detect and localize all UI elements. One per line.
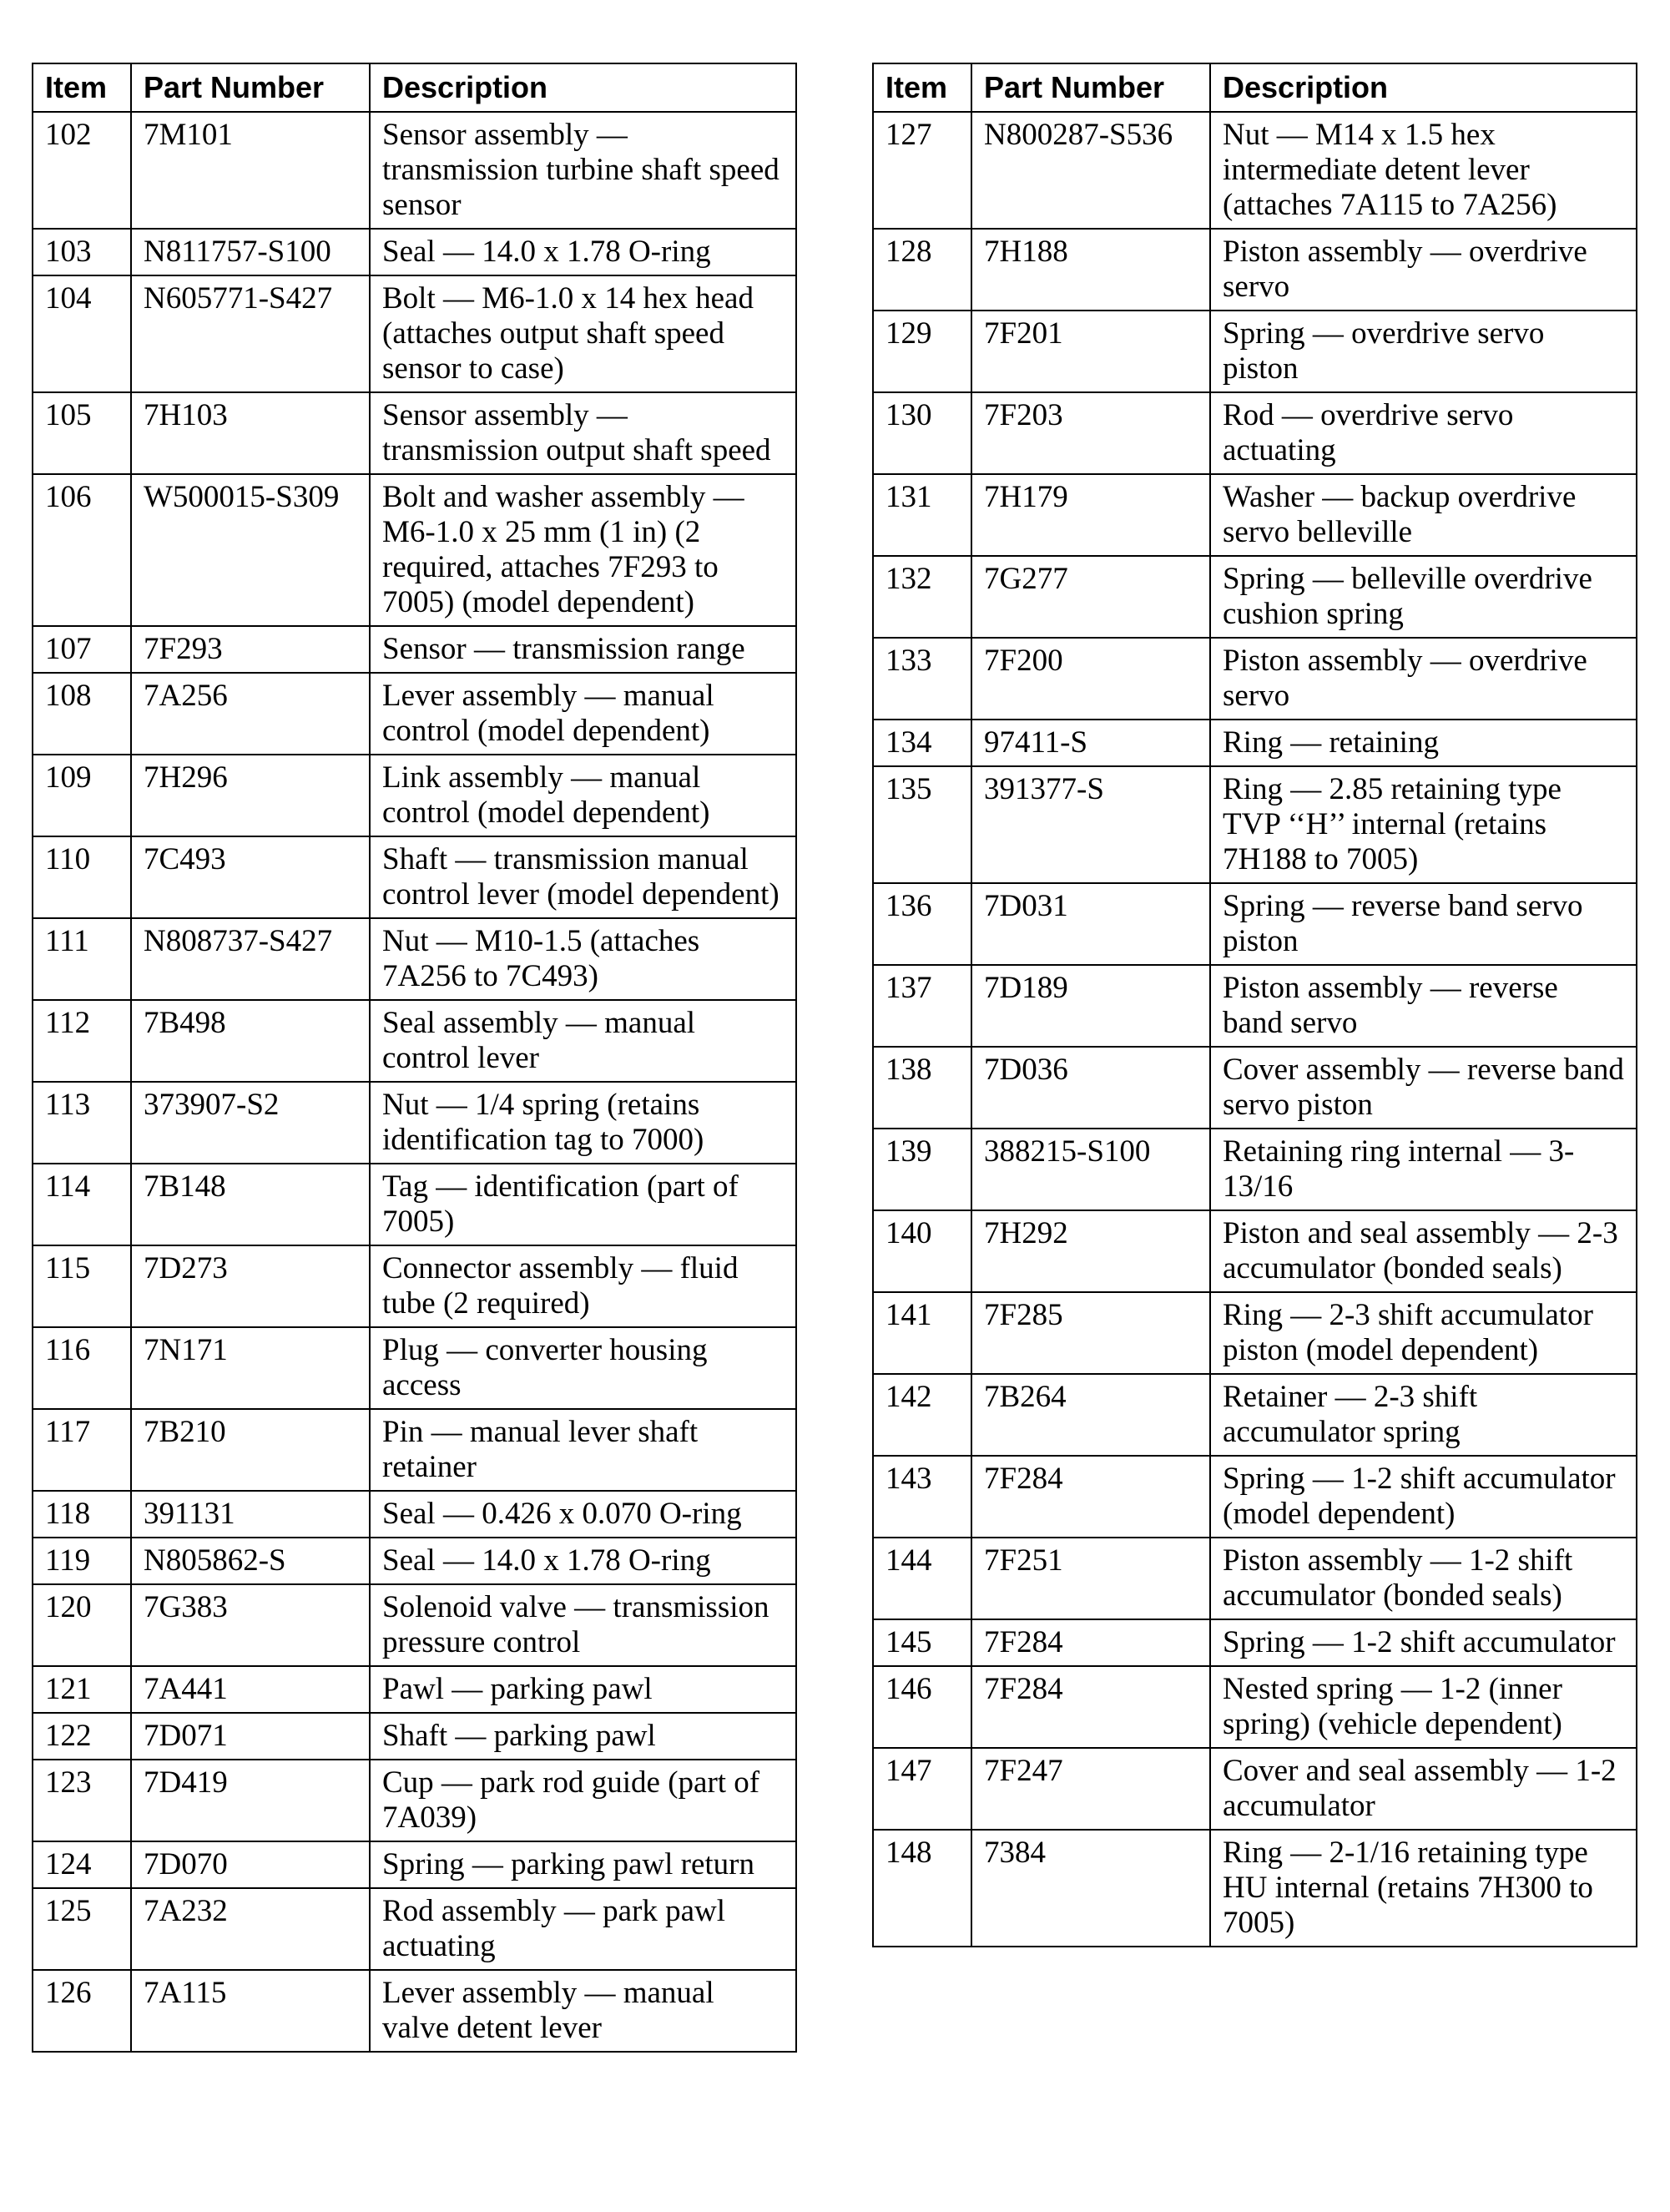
cell-part-number: 7F200 (971, 638, 1210, 720)
cell-description: Seal — 0.426 x 0.070 O-ring (370, 1491, 796, 1538)
cell-description: Bolt and washer assembly — M6-1.0 x 25 mm (1 in) (2 required, attaches 7F293 to 7005) (model dependent) (370, 474, 796, 626)
cell-item: 144 (873, 1538, 971, 1619)
table-row (33, 1970, 796, 2052)
cell-part-number: 7D273 (131, 1245, 370, 1327)
cell-part-number: 7D070 (131, 1841, 370, 1888)
cell-item: 137 (873, 965, 971, 1047)
cell-item: 122 (33, 1713, 131, 1760)
cell-item: 118 (33, 1491, 131, 1538)
cell-description: Washer — backup overdrive servo belleville (1210, 474, 1637, 556)
cell-description: Piston assembly — overdrive servo (1210, 229, 1637, 311)
cell-description: Shaft — transmission manual control lever (model dependent) (370, 836, 796, 918)
cell-part-number: 7F284 (971, 1666, 1210, 1748)
cell-item: 148 (873, 1830, 971, 1947)
table-row (33, 1760, 796, 1841)
cell-description: Spring — overdrive servo piston (1210, 311, 1637, 392)
cell-part-number: 7F201 (971, 311, 1210, 392)
cell-description: Lever assembly — manual control (model dependent) (370, 673, 796, 755)
cell-item: 103 (33, 229, 131, 275)
cell-description: Pawl — parking pawl (370, 1666, 796, 1713)
cell-item: 114 (33, 1164, 131, 1245)
cell-part-number: 7B210 (131, 1409, 370, 1491)
cell-description: Sensor assembly — transmission output shaft speed (370, 392, 796, 474)
table-row (33, 626, 796, 673)
cell-description: Ring — 2-1/16 retaining type HU internal (retains 7H300 to 7005) (1210, 1830, 1637, 1947)
cell-item: 117 (33, 1409, 131, 1491)
cell-part-number: 7F293 (131, 626, 370, 673)
cell-item: 107 (33, 626, 131, 673)
cell-item: 123 (33, 1760, 131, 1841)
table-row (873, 556, 1637, 638)
cell-part-number: 7H292 (971, 1210, 1210, 1292)
cell-description: Spring — 1-2 shift accumulator (model dependent) (1210, 1456, 1637, 1538)
cell-part-number: 7B498 (131, 1000, 370, 1082)
cell-description: Piston assembly — overdrive servo (1210, 638, 1637, 720)
cell-description: Ring — 2.85 retaining type TVP ‘‘H’’ internal (retains 7H188 to 7005) (1210, 766, 1637, 883)
cell-item: 102 (33, 112, 131, 229)
cell-part-number: 7D036 (971, 1047, 1210, 1129)
cell-item: 111 (33, 918, 131, 1000)
cell-item: 112 (33, 1000, 131, 1082)
table-row (33, 1841, 796, 1888)
cell-description: Nested spring — 1-2 (inner spring) (vehicle dependent) (1210, 1666, 1637, 1748)
cell-part-number: 391377-S (971, 766, 1210, 883)
cell-part-number: 7H179 (971, 474, 1210, 556)
header-item: Item (873, 63, 971, 112)
table-row (873, 1456, 1637, 1538)
table-row (873, 311, 1637, 392)
cell-item: 119 (33, 1538, 131, 1584)
table-row (33, 673, 796, 755)
cell-description: Retaining ring internal — 3-13/16 (1210, 1129, 1637, 1210)
cell-item: 115 (33, 1245, 131, 1327)
table-row (873, 1830, 1637, 1947)
table-row (33, 474, 796, 626)
cell-description: Spring — 1-2 shift accumulator (1210, 1619, 1637, 1666)
cell-part-number: 373907-S2 (131, 1082, 370, 1164)
cell-part-number: 7A256 (131, 673, 370, 755)
cell-part-number: 391131 (131, 1491, 370, 1538)
cell-item: 135 (873, 766, 971, 883)
cell-part-number: 7B264 (971, 1374, 1210, 1456)
table-row (873, 638, 1637, 720)
cell-description: Spring — reverse band servo piston (1210, 883, 1637, 965)
cell-description: Cover assembly — reverse band servo piston (1210, 1047, 1637, 1129)
cell-part-number: N805862-S (131, 1538, 370, 1584)
cell-description: Rod assembly — park pawl actuating (370, 1888, 796, 1970)
cell-item: 109 (33, 755, 131, 836)
cell-part-number: 7384 (971, 1830, 1210, 1947)
cell-part-number: N605771-S427 (131, 275, 370, 392)
table-row (873, 1129, 1637, 1210)
cell-description: Rod — overdrive servo actuating (1210, 392, 1637, 474)
table-row (873, 1047, 1637, 1129)
header-description: Description (370, 63, 796, 112)
table-row (33, 1713, 796, 1760)
table-body-right (873, 112, 1637, 1947)
table-row (873, 1374, 1637, 1456)
cell-part-number: 7F247 (971, 1748, 1210, 1830)
cell-description: Shaft — parking pawl (370, 1713, 796, 1760)
table-row (33, 836, 796, 918)
cell-item: 133 (873, 638, 971, 720)
table-row (873, 474, 1637, 556)
cell-description: Nut — M10-1.5 (attaches 7A256 to 7C493) (370, 918, 796, 1000)
parts-table-right (872, 63, 1637, 1947)
cell-part-number: 7G277 (971, 556, 1210, 638)
cell-part-number: 7D189 (971, 965, 1210, 1047)
header-description: Description (1210, 63, 1637, 112)
cell-description: Piston and seal assembly — 2-3 accumulator (bonded seals) (1210, 1210, 1637, 1292)
table-header-row (873, 63, 1637, 112)
cell-description: Nut — 1/4 spring (retains identification tag to 7000) (370, 1082, 796, 1164)
cell-description: Seal — 14.0 x 1.78 O-ring (370, 1538, 796, 1584)
cell-item: 138 (873, 1047, 971, 1129)
cell-part-number: N811757-S100 (131, 229, 370, 275)
cell-item: 113 (33, 1082, 131, 1164)
cell-part-number: 7D031 (971, 883, 1210, 965)
table-row (873, 1666, 1637, 1748)
cell-part-number: 7F284 (971, 1619, 1210, 1666)
cell-item: 104 (33, 275, 131, 392)
cell-item: 128 (873, 229, 971, 311)
table-row (873, 229, 1637, 311)
cell-description: Retainer — 2-3 shift accumulator spring (1210, 1374, 1637, 1456)
header-item: Item (33, 63, 131, 112)
table-row (873, 766, 1637, 883)
cell-description: Seal — 14.0 x 1.78 O-ring (370, 229, 796, 275)
cell-description: Spring — belleville overdrive cushion spring (1210, 556, 1637, 638)
cell-item: 142 (873, 1374, 971, 1456)
table-row (873, 1292, 1637, 1374)
cell-item: 129 (873, 311, 971, 392)
cell-item: 116 (33, 1327, 131, 1409)
cell-description: Piston assembly — 1-2 shift accumulator (bonded seals) (1210, 1538, 1637, 1619)
cell-description: Sensor — transmission range (370, 626, 796, 673)
cell-part-number: 7G383 (131, 1584, 370, 1666)
table-row (873, 883, 1637, 965)
cell-description: Nut — M14 x 1.5 hex intermediate detent lever (attaches 7A115 to 7A256) (1210, 112, 1637, 229)
cell-description: Sensor assembly — transmission turbine shaft speed sensor (370, 112, 796, 229)
cell-part-number: 97411-S (971, 720, 1210, 766)
cell-description: Pin — manual lever shaft retainer (370, 1409, 796, 1491)
cell-item: 121 (33, 1666, 131, 1713)
table-header-row (33, 63, 796, 112)
table-row (33, 755, 796, 836)
table-row (33, 1491, 796, 1538)
cell-item: 125 (33, 1888, 131, 1970)
table-row (873, 965, 1637, 1047)
cell-part-number: 7A232 (131, 1888, 370, 1970)
cell-description: Cup — park rod guide (part of 7A039) (370, 1760, 796, 1841)
cell-part-number: 7F285 (971, 1292, 1210, 1374)
cell-description: Connector assembly — fluid tube (2 required) (370, 1245, 796, 1327)
cell-item: 130 (873, 392, 971, 474)
cell-description: Plug — converter housing access (370, 1327, 796, 1409)
cell-item: 132 (873, 556, 971, 638)
table-row (33, 1888, 796, 1970)
cell-part-number: 7F284 (971, 1456, 1210, 1538)
cell-part-number: 7B148 (131, 1164, 370, 1245)
cell-part-number: 7H188 (971, 229, 1210, 311)
cell-part-number: 7M101 (131, 112, 370, 229)
cell-description: Ring — 2-3 shift accumulator piston (model dependent) (1210, 1292, 1637, 1374)
cell-part-number: 388215-S100 (971, 1129, 1210, 1210)
table-row (873, 392, 1637, 474)
table-row (33, 918, 796, 1000)
table-row (33, 1000, 796, 1082)
table-row (873, 1538, 1637, 1619)
table-row (33, 229, 796, 275)
table-row (33, 1409, 796, 1491)
table-row (33, 392, 796, 474)
table-row (33, 1666, 796, 1713)
table-row (33, 1164, 796, 1245)
cell-part-number: 7F251 (971, 1538, 1210, 1619)
cell-description: Spring — parking pawl return (370, 1841, 796, 1888)
cell-item: 139 (873, 1129, 971, 1210)
cell-item: 105 (33, 392, 131, 474)
cell-item: 134 (873, 720, 971, 766)
table-row (33, 112, 796, 229)
cell-description: Tag — identification (part of 7005) (370, 1164, 796, 1245)
cell-part-number: W500015-S309 (131, 474, 370, 626)
cell-item: 147 (873, 1748, 971, 1830)
table-row (873, 1619, 1637, 1666)
cell-part-number: 7D419 (131, 1760, 370, 1841)
cell-description: Seal assembly — manual control lever (370, 1000, 796, 1082)
table-row (873, 720, 1637, 766)
parts-table-left (32, 63, 797, 2053)
cell-description: Piston assembly — reverse band servo (1210, 965, 1637, 1047)
header-part-number: Part Number (971, 63, 1210, 112)
cell-part-number: 7C493 (131, 836, 370, 918)
cell-item: 127 (873, 112, 971, 229)
table-row (33, 1327, 796, 1409)
cell-item: 108 (33, 673, 131, 755)
table-row (33, 1538, 796, 1584)
header-part-number: Part Number (131, 63, 370, 112)
cell-part-number: 7H296 (131, 755, 370, 836)
table-row (873, 1210, 1637, 1292)
cell-item: 141 (873, 1292, 971, 1374)
cell-item: 145 (873, 1619, 971, 1666)
cell-item: 124 (33, 1841, 131, 1888)
cell-part-number: 7A115 (131, 1970, 370, 2052)
cell-part-number: N800287-S536 (971, 112, 1210, 229)
cell-item: 136 (873, 883, 971, 965)
table-row (873, 1748, 1637, 1830)
cell-description: Link assembly — manual control (model dependent) (370, 755, 796, 836)
cell-description: Bolt — M6-1.0 x 14 hex head (attaches output shaft speed sensor to case) (370, 275, 796, 392)
cell-description: Lever assembly — manual valve detent lever (370, 1970, 796, 2052)
cell-item: 126 (33, 1970, 131, 2052)
cell-part-number: 7N171 (131, 1327, 370, 1409)
cell-description: Solenoid valve — transmission pressure control (370, 1584, 796, 1666)
table-body-left (33, 112, 796, 2052)
cell-part-number: 7H103 (131, 392, 370, 474)
cell-item: 146 (873, 1666, 971, 1748)
cell-item: 120 (33, 1584, 131, 1666)
cell-item: 140 (873, 1210, 971, 1292)
cell-item: 131 (873, 474, 971, 556)
cell-item: 143 (873, 1456, 971, 1538)
cell-description: Cover and seal assembly — 1-2 accumulator (1210, 1748, 1637, 1830)
cell-part-number: 7A441 (131, 1666, 370, 1713)
cell-item: 106 (33, 474, 131, 626)
cell-description: Ring — retaining (1210, 720, 1637, 766)
table-row (33, 1584, 796, 1666)
table-row (33, 1082, 796, 1164)
table-row (873, 112, 1637, 229)
table-row (33, 275, 796, 392)
cell-item: 110 (33, 836, 131, 918)
cell-part-number: 7D071 (131, 1713, 370, 1760)
table-row (33, 1245, 796, 1327)
cell-part-number: N808737-S427 (131, 918, 370, 1000)
cell-part-number: 7F203 (971, 392, 1210, 474)
